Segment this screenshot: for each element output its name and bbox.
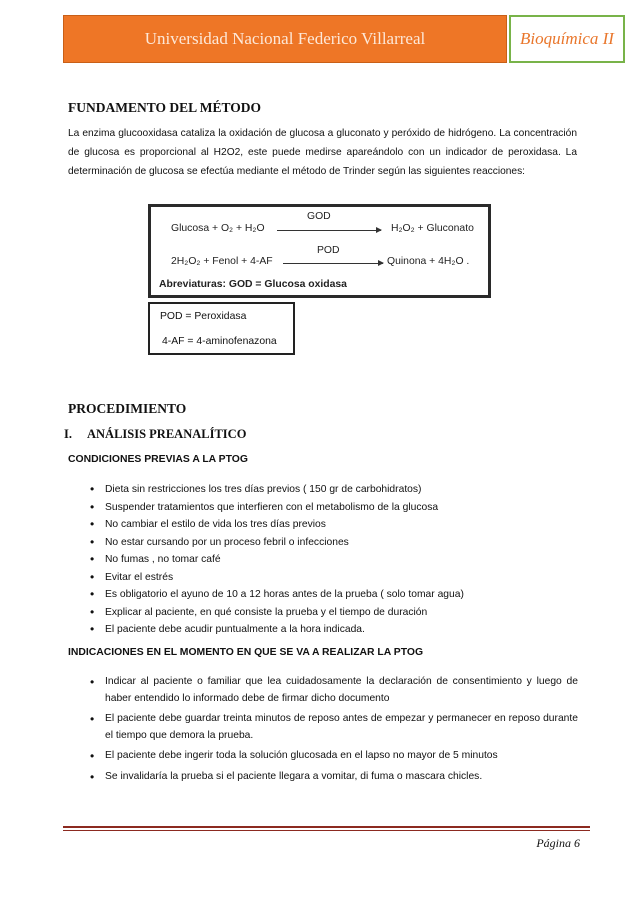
procedimiento-heading: PROCEDIMIENTO: [68, 401, 187, 416]
reaction2-enzyme: POD: [317, 245, 340, 256]
reactions-figure: [148, 204, 491, 298]
list-item: • Dieta sin restricciones los tres días previos ( 150 gr de carbohidratos): [90, 481, 578, 499]
fundamento-paragraph: La enzima glucooxidasa cataliza la oxidación de glucosa a gluconato y peróxido de hidrógeno. La concentración de glucosa es proporcional al H2O2, este puede medirse apareándolo con un indicador de peroxidasa. La determinación de glucosa se efectúa mediante el método de Trinder según las siguientes reacciones:: [68, 128, 577, 177]
legend-pod: POD = Peroxidasa: [160, 311, 247, 322]
section-number: I.: [64, 427, 72, 441]
legend-4af: 4-AF = 4-aminofenazona: [162, 336, 277, 347]
list-item: • Es obligatorio el ayuno de 10 a 12 horas antes de la prueba ( solo tomar agua): [90, 586, 578, 604]
page-number: Página 6: [536, 836, 580, 850]
fundamento-heading: FUNDAMENTO DEL MÉTODO: [68, 100, 262, 115]
reaction1-reactants: Glucosa + O₂ + H₂O: [171, 223, 265, 234]
preanalitico-heading: ANÁLISIS PREANALÍTICO: [87, 427, 247, 441]
reaction2-arrow: [283, 263, 383, 264]
condiciones-list: [90, 481, 578, 639]
list-item: • No estar cursando por un proceso febril o infecciones: [90, 534, 578, 552]
list-item: • Indicar al paciente o familiar que lea cuidadosamente la declaración de consentimiento y luego de haber entendido lo informado debe de firmar dicho documento: [90, 674, 578, 707]
indicaciones-heading: INDICACIONES EN EL MOMENTO EN QUE SE VA A REALIZAR LA PTOG: [68, 647, 424, 658]
list-item: • No cambiar el estilo de vida los tres días previos: [90, 516, 578, 534]
header-subject-box: [509, 15, 625, 63]
abbreviation-legend: [148, 302, 295, 355]
header-title-box: [63, 15, 507, 63]
page-header: [63, 15, 625, 63]
reaction1-enzyme: GOD: [307, 211, 331, 222]
reaction1-arrow: [277, 230, 381, 231]
list-item: • No fumas , no tomar café: [90, 551, 578, 569]
indicaciones-list: [90, 674, 578, 789]
reaction2-products: Quinona + 4H₂O .: [387, 256, 470, 267]
list-item: • Explicar al paciente, en qué consiste la prueba y el tiempo de duración: [90, 604, 578, 622]
university-title: Universidad Nacional Federico Villarreal: [144, 29, 426, 48]
abbreviations: Abreviaturas: GOD = Glucosa oxidasa: [159, 279, 347, 290]
list-item: • El paciente debe ingerir toda la solución glucosada en el lapso no mayor de 5 minutos: [90, 748, 578, 765]
list-item: • El paciente debe acudir puntualmente a la hora indicada.: [90, 621, 578, 639]
list-item: • Suspender tratamientos que interfieren con el metabolismo de la glucosa: [90, 499, 578, 517]
list-item: • Evitar el estrés: [90, 569, 578, 587]
course-subject: Bioquímica II: [520, 29, 614, 48]
condiciones-heading: CONDICIONES PREVIAS A LA PTOG: [68, 454, 248, 465]
list-item: • El paciente debe guardar treinta minutos de reposo antes de empezar y permanecer en reposo durante el tiempo que demora la prueba.: [90, 711, 578, 744]
reaction2-reactants: 2H₂O₂ + Fenol + 4-AF: [171, 256, 273, 267]
reaction1-products: H₂O₂ + Gluconato: [391, 223, 474, 234]
footer-rule-thin: [63, 830, 590, 831]
footer-rule: [63, 826, 590, 828]
list-item: • Se invalidaría la prueba si el paciente llegara a vomitar, di fuma o mascara chicles.: [90, 769, 578, 786]
